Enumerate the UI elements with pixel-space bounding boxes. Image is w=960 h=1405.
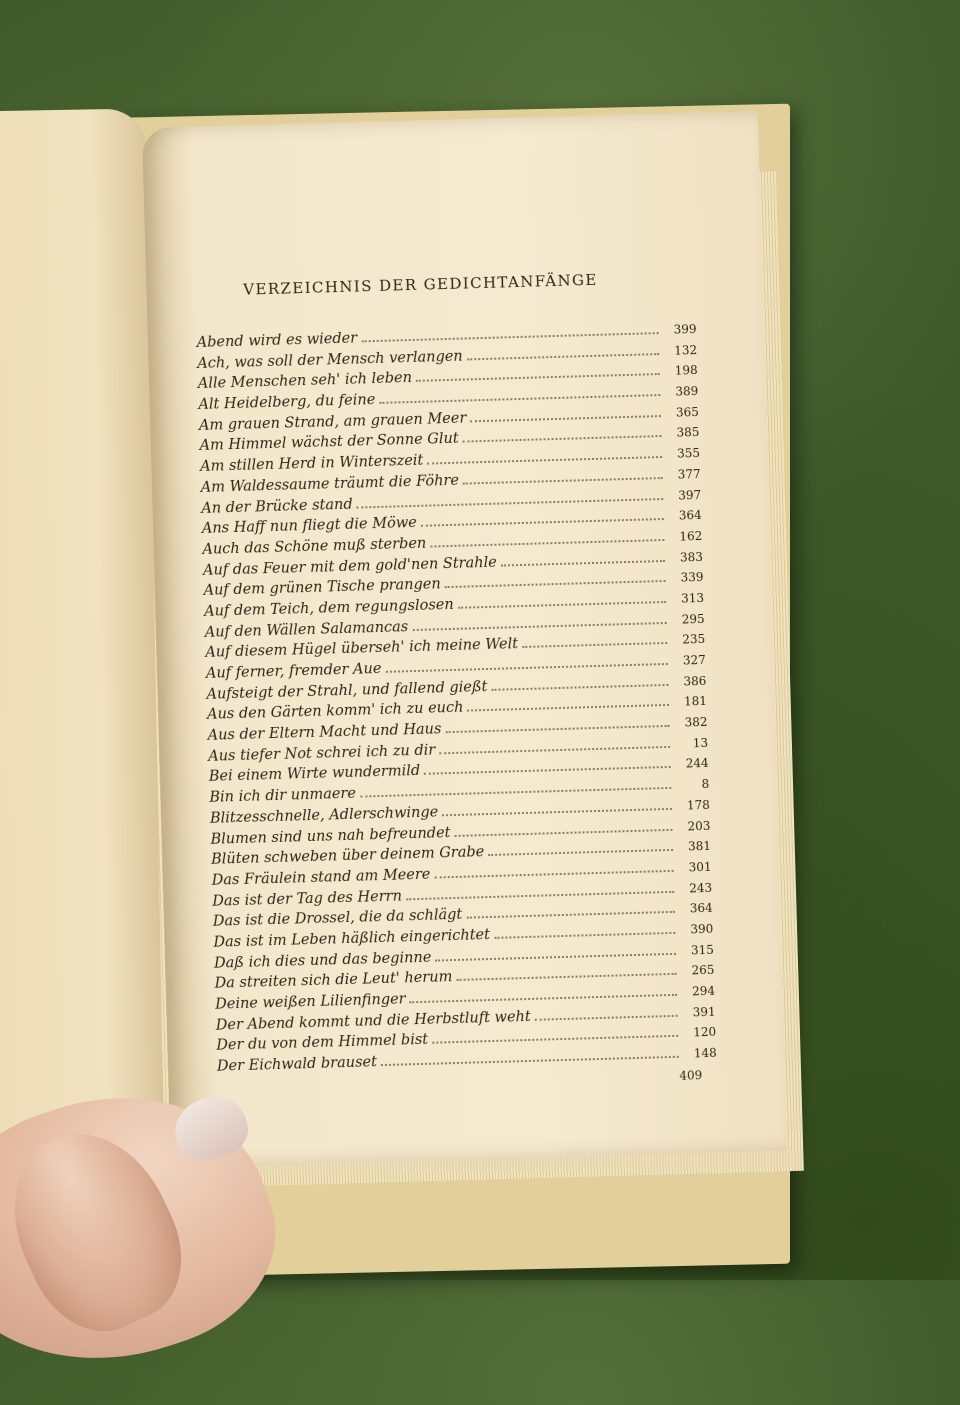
entry-title: Auf ferner, fremder Aue [205, 660, 382, 682]
entry-page-number: 386 [683, 673, 707, 689]
entry-title: An der Brücke stand [201, 496, 353, 517]
entry-title: Bin ich dir unmaere [209, 785, 357, 806]
entry-title: Der Eichwald brauset [216, 1054, 378, 1075]
entry-title: Auf diesem Hügel überseh' ich meine Welt [205, 636, 519, 662]
entry-page-number: 178 [686, 797, 710, 813]
entry-title: Aus tiefer Not schrei ich zu dir [208, 742, 436, 765]
dot-leader [361, 321, 659, 342]
entry-title: Am stillen Herd in Winterszeit [199, 452, 424, 476]
entry-page-number: 198 [674, 363, 698, 379]
entry-title: Aus den Gärten komm' ich zu euch [206, 700, 464, 724]
entry-page-number: 181 [683, 694, 708, 709]
entry-title: Deine weißen Lilienfinger [214, 991, 406, 1013]
entry-page-number: 397 [678, 487, 702, 503]
entry-title: Das ist im Leben häßlich eingerichtet [213, 926, 491, 951]
entry-page-number: 364 [689, 901, 713, 916]
entry-page-number: 13 [692, 735, 709, 751]
entry-title: Daß ich dies und das beginne [213, 949, 432, 972]
page-number: 409 [679, 1068, 703, 1083]
entry-page-number: 8 [701, 776, 710, 792]
entry-title: Da streiten sich die Leut' herum [214, 969, 453, 993]
entry-title: Bei einem Wirte wundermild [208, 763, 421, 786]
entry-page-number: 203 [687, 818, 711, 833]
entry-title: Alle Menschen seh' ich leben [197, 370, 413, 393]
index-content [195, 268, 717, 1083]
entry-page-number: 383 [679, 549, 704, 565]
entry-page-number: 385 [676, 425, 700, 441]
entry-title: Auf dem grünen Tische prangen [203, 576, 442, 600]
entry-page-number: 364 [678, 508, 702, 523]
entry-page-number: 244 [685, 756, 709, 771]
entry-page-number: 235 [682, 632, 706, 647]
entry-page-number: 132 [673, 342, 698, 358]
entry-page-number: 120 [693, 1025, 717, 1040]
entry-page-number: 162 [679, 528, 703, 544]
entry-title: Blüten schweben über deinem Grabe [210, 844, 485, 868]
entry-title: Der du von dem Himmel bist [216, 1032, 429, 1055]
page-heading: VERZEICHNIS DER GEDICHTANFÄNGE [242, 270, 599, 299]
entry-page-number: 265 [691, 963, 715, 978]
entry-page-number: 355 [676, 446, 701, 461]
dot-leader [522, 631, 667, 648]
entry-page-number: 294 [691, 983, 716, 999]
entry-title: Blitzesschnelle, Adlerschwinge [209, 804, 439, 827]
entry-title: Ach, was soll der Mensch verlangen [197, 348, 463, 372]
entry-title: Aufsteigt der Strahl, und fallend gießt [206, 678, 488, 703]
entry-title: Am Himmel wächst der Sonne Glut [199, 431, 459, 455]
entry-title: Das ist der Tag des Herrn [212, 888, 403, 910]
index-list [196, 320, 717, 1078]
entry-title: Auch das Schöne muß sterben [202, 535, 427, 558]
entry-page-number: 301 [688, 859, 712, 875]
entry-title: Auf dem Teich, dem regungslosen [203, 596, 454, 620]
entry-page-number: 327 [682, 652, 706, 668]
dot-leader [534, 1004, 677, 1021]
entry-page-number: 313 [680, 590, 705, 606]
entry-title: Blumen sind uns nah befreundet [210, 824, 451, 848]
entry-page-number: 365 [675, 404, 700, 420]
entry-page-number: 399 [673, 322, 697, 337]
entry-title: Am grauen Strand, am grauen Meer [198, 410, 467, 434]
entry-title: Aus der Eltern Macht und Haus [207, 721, 442, 744]
entry-page-number: 148 [693, 1045, 717, 1061]
entry-title: Alt Heidelberg, du feine [198, 392, 376, 414]
entry-page-number: 315 [690, 942, 715, 958]
entry-title: Ans Haff nun fliegt die Möwe [201, 515, 417, 538]
entry-page-number: 243 [689, 880, 713, 895]
entry-page-number: 381 [687, 839, 712, 854]
entry-page-number: 391 [692, 1004, 716, 1020]
entry-page-number: 339 [680, 570, 704, 585]
entry-title: Auf das Feuer mit dem gold'nen Strahle [202, 554, 497, 579]
entry-title: Das Fräulein stand am Meere [211, 866, 431, 889]
left-page [0, 108, 164, 1171]
entry-page-number: 382 [684, 714, 708, 730]
entry-page-number: 295 [681, 611, 705, 627]
entry-page-number: 390 [690, 921, 714, 937]
entry-page-number: 377 [677, 466, 701, 482]
entry-title: Abend wird es wieder [196, 330, 358, 351]
entry-title: Am Waldessaume träumt die Föhre [200, 472, 460, 496]
entry-title: Das ist die Drossel, die da schlägt [212, 907, 463, 930]
entry-title: Auf den Wällen Salamancas [204, 618, 409, 641]
entry-title: Der Abend kommt und die Herbstluft weht [215, 1008, 531, 1034]
entry-page-number: 389 [675, 384, 699, 399]
